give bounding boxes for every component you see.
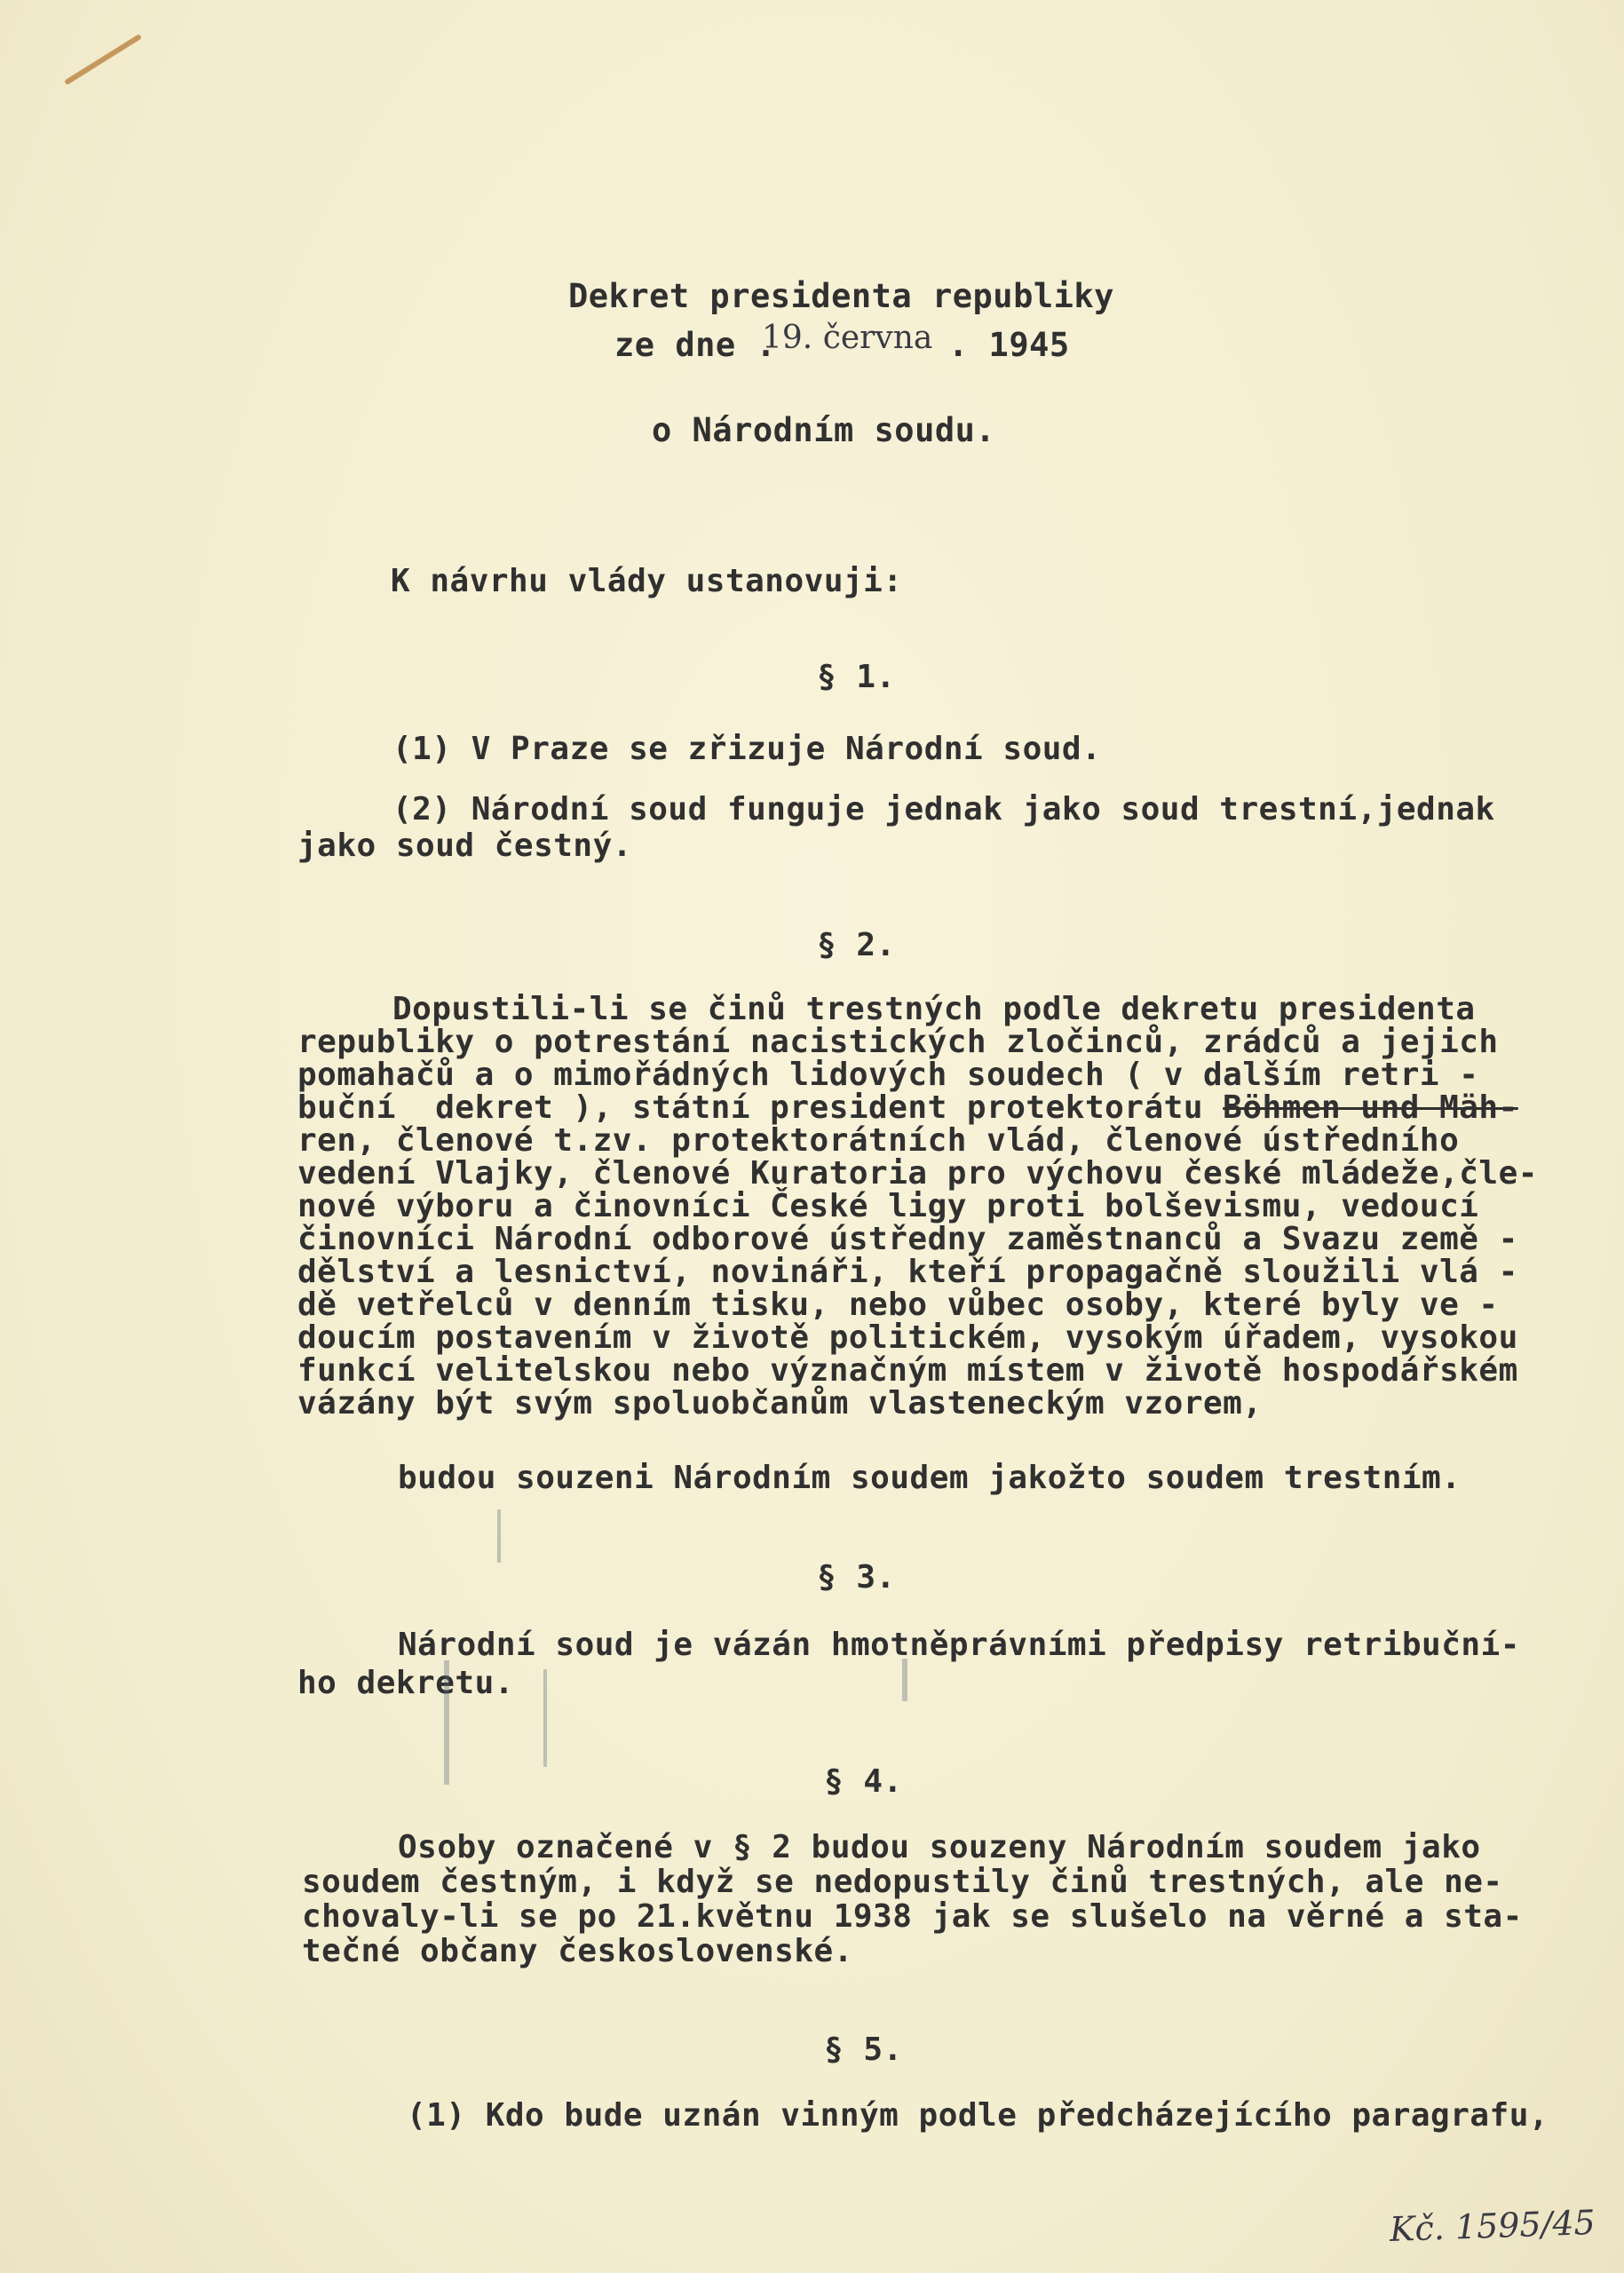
- section-3-heading: § 3.: [817, 1559, 896, 1596]
- section-5-heading: § 5.: [824, 2031, 903, 2068]
- section-2-line: pomahačů a o mimořádných lidových soudech ( v dalším retri -: [297, 1057, 1479, 1093]
- section-2-line: doucím postavením v životě politickém, vysokým úřadem, vysokou: [297, 1319, 1518, 1356]
- section-1-heading: § 1.: [817, 659, 896, 695]
- section-2-line: činovníci Národní odborové ústředny zaměstnanců a Svazu země -: [297, 1221, 1518, 1257]
- section-4-line: chovaly-li se po 21.květnu 1938 jak se slušelo na věrné a sta-: [302, 1898, 1523, 1935]
- section-2-line: nové výboru a činovníci České ligy proti bolševismu, vedoucí: [297, 1188, 1479, 1224]
- section-2-line: vedení Vlajky, členové Kuratoria pro výchovu české mládeže,čle-: [297, 1155, 1538, 1192]
- section-2-line: funkcí velitelskou nebo význačným místem v životě hospodářském: [297, 1352, 1518, 1389]
- section-1-paragraph-2-line-1: (2) Národní soud funguje jednak jako soud trestní,jednak: [392, 791, 1495, 828]
- section-2-line: ren, členové t.zv. protektorátních vlád, členové ústředního: [297, 1122, 1460, 1159]
- decree-subject: o Národním soudu.: [652, 411, 996, 449]
- section-1-paragraph-2-line-2: jako soud čestný.: [297, 828, 632, 864]
- decree-date-handwritten: 19. června: [762, 320, 933, 356]
- section-3-line-2: ho dekretu.: [297, 1665, 514, 1701]
- ink-smudge: [543, 1669, 547, 1767]
- struck-text: Böhmen und Mäh-: [1223, 1089, 1518, 1126]
- section-2-line: [297, 1091, 1518, 1124]
- decree-date-year: . 1945: [948, 326, 1070, 364]
- section-4-line: Osoby označené v § 2 budou souzeny Národním soudem jako: [398, 1829, 1481, 1865]
- section-2-line: republiky o potrestání nacistických zločinců, zrádců a jejich: [297, 1024, 1499, 1060]
- section-4-line: soudem čestným, i když se nedopustily činů trestných, ale ne-: [302, 1864, 1503, 1900]
- section-3-line-1: Národní soud je vázán hmotněprávními předpisy retribuční-: [398, 1627, 1520, 1663]
- intro-line: K návrhu vlády ustanovuji:: [391, 563, 903, 599]
- section-2-line-text: buční dekret ), státní president protektorátu: [297, 1089, 1224, 1126]
- ink-smudge: [902, 1659, 907, 1701]
- section-2-conclusion: budou souzeni Národním soudem jakožto soudem trestním.: [398, 1460, 1462, 1496]
- decree-date-prefix: ze dne .: [614, 326, 777, 364]
- archive-note-handwritten: Kč. 1595/45: [1389, 2202, 1596, 2250]
- section-2-heading: § 2.: [817, 927, 896, 963]
- decree-title: Dekret presidenta republiky: [568, 277, 1114, 315]
- ink-smudge: [497, 1509, 501, 1563]
- section-2-line: dě vetřelců v denním tisku, nebo vůbec osoby, které byly ve -: [297, 1287, 1499, 1323]
- section-1-paragraph-1: (1) V Praze se zřizuje Národní soud.: [392, 731, 1102, 767]
- staple-mark: [64, 34, 142, 85]
- section-4-line: tečné občany československé.: [302, 1933, 853, 1969]
- section-2-line: Dopustili-li se činů trestných podle dekretu presidenta: [392, 991, 1476, 1027]
- section-2-line: dělství a lesnictví, novináři, kteří propagačně sloužili vlá -: [297, 1254, 1518, 1290]
- ink-smudge: [444, 1660, 449, 1785]
- section-4-heading: § 4.: [824, 1763, 903, 1800]
- section-2-line: vázány být svým spoluobčanům vlasteneckým vzorem,: [297, 1385, 1263, 1422]
- section-5-line-1: (1) Kdo bude uznán vinným podle předcházejícího paragrafu,: [407, 2097, 1549, 2134]
